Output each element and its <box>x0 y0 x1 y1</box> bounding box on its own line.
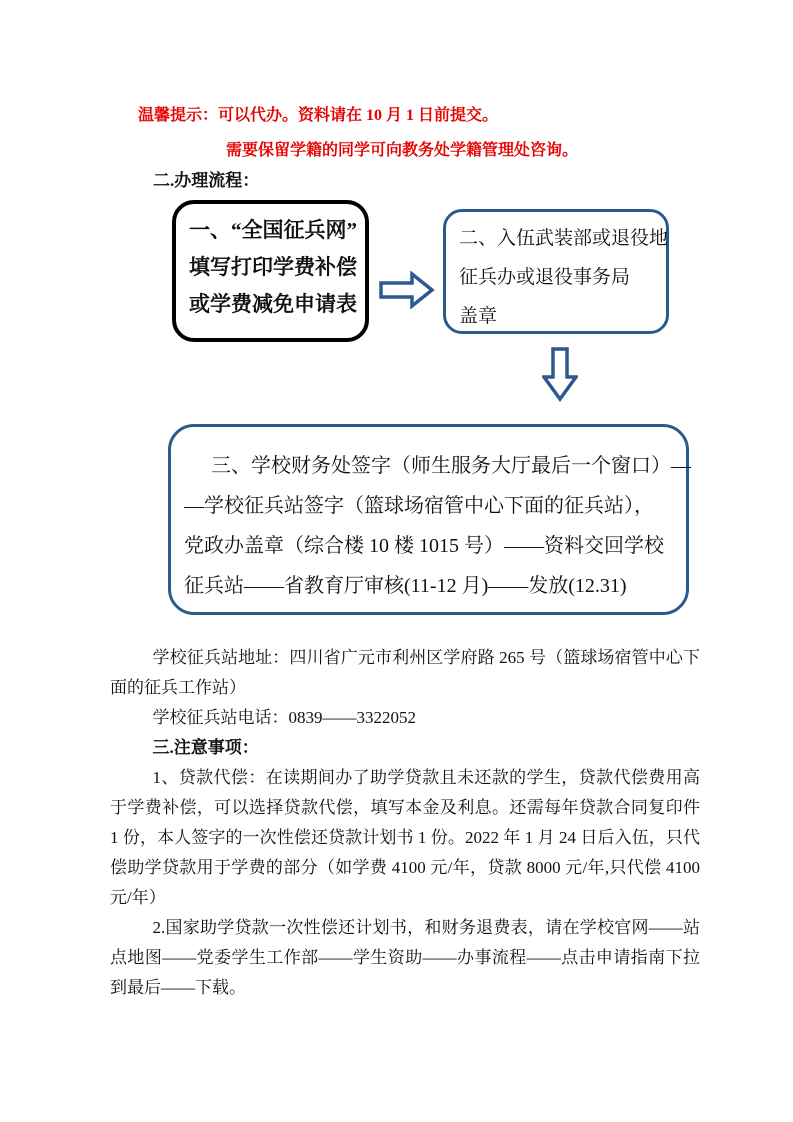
process-heading: 二.办理流程： <box>153 171 260 190</box>
station-phone: 学校征兵站电话：0839——3322052 <box>152 708 416 727</box>
notice-line-1: 温馨提示：可以代办。资料请在 10 月 1 日前提交。 <box>138 107 499 124</box>
flow-box-2-line: 征兵办或退役事务局 <box>459 267 631 288</box>
flow-box-2-armed-forces-stamp <box>443 209 669 334</box>
note-item-download-forms: 2.国家助学贷款一次性偿还计划书，和财务退费表，请在学校官网——站点地图——党委学生工作部——学生资助——办事流程——点击申请指南下拉到最后——下载。 <box>110 918 700 997</box>
flow-box-3-line: —学校征兵站签字（篮球场宿管中心下面的征兵站）， <box>184 495 654 517</box>
flow-box-1-line: 一、“全国征兵网” <box>189 218 357 242</box>
down-arrow-icon <box>542 347 578 403</box>
flow-box-3-line: 三、学校财务处签字（师生服务大厅最后一个窗口）— <box>211 455 691 477</box>
flow-box-2-line: 盖章 <box>459 306 498 327</box>
notes-heading: 三.注意事项： <box>152 738 259 757</box>
flow-box-1-line: 填写打印学费补偿 <box>189 255 357 279</box>
flow-box-3-school-signatures <box>168 424 689 615</box>
right-arrow-icon <box>379 271 435 309</box>
flow-box-1-national-enlistment-site <box>172 200 369 342</box>
flow-box-2-line: 二、入伍武装部或退役地 <box>459 228 669 249</box>
flow-box-3-line: 征兵站——省教育厅审核(11-12 月)——发放(12.31) <box>184 575 627 597</box>
flow-box-1-line: 或学费减免申请表 <box>189 292 357 316</box>
note-item-loan-compensation: 1、贷款代偿：在读期间办了助学贷款且未还款的学生，贷款代偿费用高于学费补偿，可以选择贷款代偿，填写本金及利息。还需每年贷款合同复印件 1 份，本人签字的一次性偿还贷款计划书 1 份。2022 年 1 月 24 日后入伍，只代偿助学贷款用于学费的部分（如学费 4100 元/年，贷款 8000 元/年,只代偿 4100 元/年） <box>110 768 700 907</box>
flow-box-3-line: 党政办盖章（综合楼 10 楼 1015 号）——资料交回学校 <box>184 535 664 557</box>
station-address: 学校征兵站地址：四川省广元市利州区学府路 265 号（篮球场宿管中心下面的征兵工作站） <box>110 648 700 697</box>
notes-section <box>110 643 700 1003</box>
notice-line-2: 需要保留学籍的同学可向教务处学籍管理处咨询。 <box>226 142 579 159</box>
